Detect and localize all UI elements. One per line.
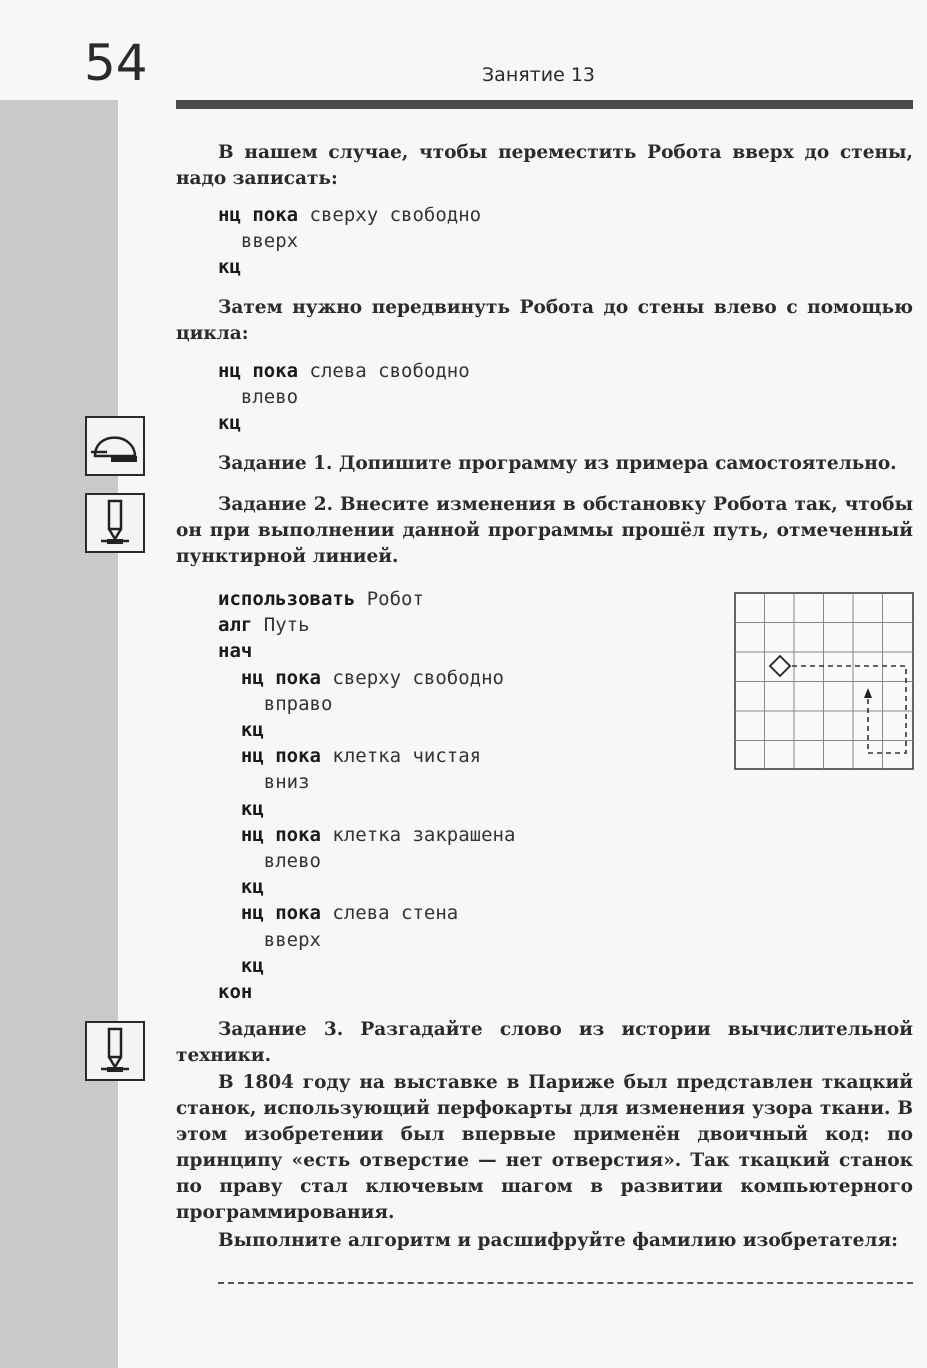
- code-keyword: нц пока: [218, 902, 321, 925]
- story-paragraph: [176, 1070, 913, 1226]
- intro-paragraph: [176, 140, 913, 192]
- instruction-text: Выполните алгоритм и расшифруйте фамилию изобретателя:: [218, 1230, 898, 1251]
- task-3: [176, 1017, 913, 1069]
- code-text: слева свободно: [298, 360, 470, 382]
- task-1-label: Задание 1.: [218, 453, 333, 474]
- code-line: [218, 410, 470, 436]
- code-keyword: кц: [218, 954, 264, 977]
- task-3-text: Разгадайте слово из истории вычислительной техники.: [176, 1019, 913, 1066]
- page-margin-strip: [0, 100, 118, 1368]
- lesson-title: Занятие 13: [482, 64, 595, 86]
- code-keyword: кц: [218, 797, 264, 820]
- page-number: 54: [84, 34, 148, 92]
- code-line: [218, 358, 470, 384]
- task-3-label: Задание 3.: [218, 1019, 344, 1040]
- code-text: сверху свободно: [320, 666, 504, 689]
- code-line: [218, 743, 515, 769]
- code-line: [218, 612, 515, 638]
- code-keyword: алг: [218, 614, 253, 637]
- code-text: вверх: [218, 928, 321, 951]
- code-block-1: [218, 202, 481, 281]
- code-line: [218, 202, 481, 228]
- code-line: [218, 384, 470, 410]
- pencil-icon: [85, 1021, 145, 1081]
- code-line: [218, 822, 515, 848]
- intro-text: В нашем случае, чтобы переместить Робота вверх до стены, надо записать:: [176, 142, 913, 189]
- then-text: Затем нужно передвинуть Робота до стены влево с помощью цикла:: [176, 297, 913, 344]
- code-text: слева стена: [320, 902, 459, 925]
- code-block-2: [218, 358, 470, 437]
- code-keyword: кц: [218, 412, 241, 435]
- code-block-3: [218, 586, 515, 1005]
- robot-grid-diagram: [734, 592, 915, 772]
- code-line: [218, 717, 515, 743]
- code-keyword: кц: [218, 256, 241, 279]
- code-keyword: нц пока: [218, 823, 321, 846]
- task-2-text: Внесите изменения в обстановку Робота так, чтобы он при выполнении данной программы прошёл путь, отмеченный пунктирной линией.: [176, 494, 913, 567]
- task-2: [176, 492, 913, 570]
- code-text: Путь: [252, 614, 310, 637]
- task-2-label: Задание 2.: [218, 494, 334, 515]
- code-text: вправо: [218, 692, 333, 715]
- instruction-paragraph: [176, 1228, 913, 1254]
- code-line: [218, 927, 515, 953]
- code-text: вверх: [218, 230, 299, 253]
- code-line: [218, 769, 515, 795]
- code-keyword: кц: [218, 876, 264, 899]
- story-text: В 1804 году на выставке в Париже был представлен ткацкий станок, использующий перфокарты для изменения узора ткани. В этом изобретении был впервые применён двоичный код: по принципу «есть отверстие — нет отверстия». Так ткацкий станок по праву стал ключевым шагом в развитии компьютерного программирования.: [176, 1072, 913, 1223]
- answer-line: [218, 1282, 913, 1284]
- code-text: вниз: [218, 771, 310, 794]
- task-1-text: Допишите программу из примера самостоятельно.: [332, 453, 897, 474]
- code-line: [218, 638, 515, 664]
- pencil-icon: [85, 493, 145, 553]
- code-line: [218, 979, 515, 1005]
- code-keyword: нач: [218, 640, 253, 663]
- code-line: [218, 586, 515, 612]
- code-line: [218, 900, 515, 926]
- code-text: влево: [218, 386, 299, 409]
- code-keyword: нц пока: [218, 204, 299, 226]
- header-rule: [176, 100, 913, 109]
- code-keyword: кц: [218, 719, 264, 742]
- code-line: [218, 254, 481, 280]
- then-paragraph: [176, 295, 913, 347]
- code-line: [218, 691, 515, 717]
- code-line: [218, 228, 481, 254]
- task-1: [176, 451, 913, 477]
- code-keyword: кон: [218, 981, 253, 1004]
- code-keyword: нц пока: [218, 745, 321, 768]
- code-line: [218, 953, 515, 979]
- code-text: клетка чистая: [320, 745, 482, 768]
- code-line: [218, 665, 515, 691]
- code-line: [218, 796, 515, 822]
- code-text: сверху свободно: [298, 204, 482, 226]
- code-text: влево: [218, 850, 321, 873]
- code-text: Робот: [355, 588, 424, 610]
- mouse-icon: [85, 416, 145, 476]
- code-keyword: нц пока: [218, 360, 299, 382]
- code-keyword: использовать: [218, 588, 356, 610]
- code-text: клетка закрашена: [320, 823, 516, 846]
- code-line: [218, 874, 515, 900]
- code-line: [218, 848, 515, 874]
- code-keyword: нц пока: [218, 666, 321, 689]
